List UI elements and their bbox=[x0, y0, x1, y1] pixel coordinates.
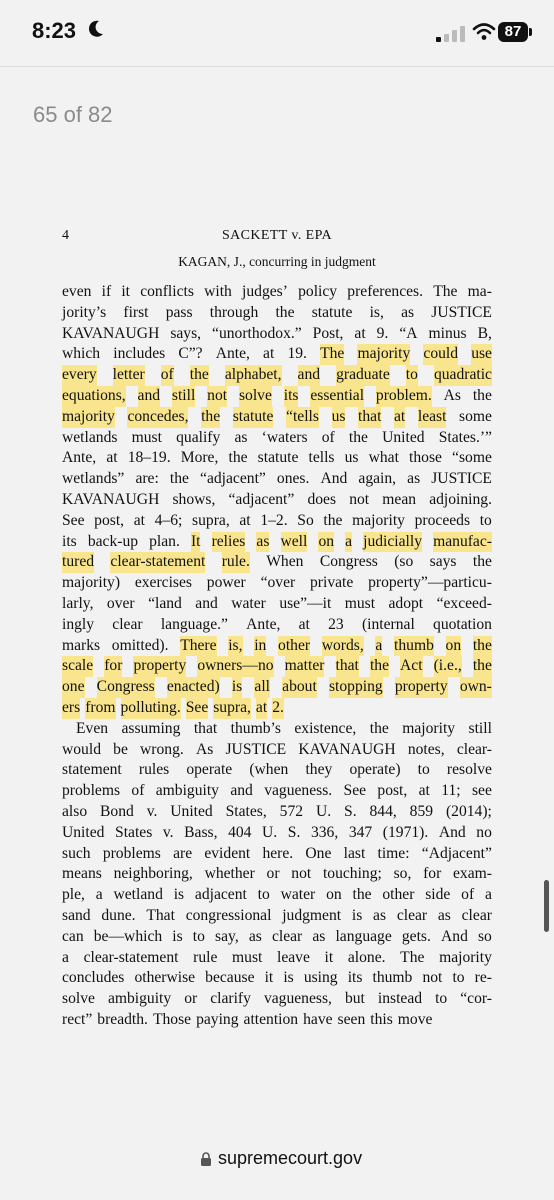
text-line: such problems are evident here. One last time: “Adjacent” bbox=[62, 844, 492, 862]
scrollbar-thumb[interactable] bbox=[544, 880, 549, 932]
url-text[interactable]: supremecourt.gov bbox=[218, 1148, 363, 1168]
moon-icon bbox=[88, 20, 104, 38]
status-time: 8:23 bbox=[32, 18, 77, 43]
text-line: a clear-statement rule must leave it alone. The majority bbox=[62, 948, 492, 966]
text-line: sand dune. That congressional judgment is as clear as clear bbox=[62, 906, 492, 924]
text-line: even if it conflicts with judges’ policy preferences. The ma- bbox=[62, 283, 492, 300]
text-line: KAVANAUGH says, “unorthodox.” Post, at 9. “A minus B, bbox=[62, 324, 492, 342]
text-line: ingly clear language.” Ante, at 23 (internal quotation bbox=[62, 615, 492, 633]
text-line: statement rules operate (when they operate) to resolve bbox=[62, 761, 492, 779]
text-line: solve ambiguity or clarify vagueness, but instead to “cor- bbox=[62, 990, 492, 1008]
text-line: scale for property owners—no matter that the Act (i.e., the bbox=[62, 656, 492, 677]
wifi-icon bbox=[472, 22, 496, 42]
toolbar-divider bbox=[0, 66, 554, 67]
text-line: ers from polluting. See supra, at 2. bbox=[62, 698, 492, 719]
text-line: one Congress enacted) is all about stopping property own- bbox=[62, 677, 492, 698]
text-line: larly, over “land and water use”—it must adopt “exceed- bbox=[62, 594, 492, 612]
text-line: marks omitted). There is, in other words, a thumb on the bbox=[62, 636, 492, 657]
document-page bbox=[62, 220, 492, 1031]
text-line: Ante, at 18–19. More, the statute tells us what those “some bbox=[62, 449, 492, 467]
page-header bbox=[62, 220, 492, 244]
text-line: means neighboring, whether or not touching; so, for exam- bbox=[62, 865, 492, 883]
text-line: concludes otherwise because it is using its thumb not to re- bbox=[62, 969, 492, 987]
page-number: 4 bbox=[62, 228, 69, 243]
text-line: wetlands must qualify as ‘waters of the United States.’” bbox=[62, 428, 492, 446]
text-line: every letter of the alphabet, and graduate to quadratic bbox=[62, 365, 492, 386]
text-line: United States v. Bass, 404 U. S. 336, 347 (1971). And no bbox=[62, 823, 492, 841]
battery-icon: 87 bbox=[498, 22, 528, 42]
text-line: wetlands” are: the “adjacent” ones. And again, as JUSTICE bbox=[62, 470, 492, 488]
running-title: SACKETT v. EPA bbox=[221, 228, 333, 243]
text-line: would be wrong. As JUSTICE KAVANAUGH notes, clear- bbox=[62, 740, 492, 758]
opinion-body bbox=[62, 282, 492, 1031]
text-line: tured clear-statement rule. When Congress (so says the bbox=[62, 552, 492, 573]
text-line: majority concedes, the statute “tells us that at least some bbox=[62, 407, 492, 428]
text-line: ple, a wetland is adjacent to water on the other side of a bbox=[62, 886, 492, 904]
text-line: KAVANAUGH shows, “adjacent” does not mean adjoining. bbox=[62, 490, 492, 508]
address-bar[interactable] bbox=[0, 1130, 554, 1200]
text-line: problems of ambiguity and vagueness. See post, at 11; see bbox=[62, 782, 492, 800]
text-line: also Bond v. United States, 572 U. S. 844, 859 (2014); bbox=[62, 802, 492, 820]
opinion-subtitle: KAGAN, J., concurring in judgment bbox=[178, 254, 376, 269]
text-line: rect” breadth. Those paying attention have seen this move bbox=[62, 1010, 433, 1028]
cellular-signal-icon bbox=[436, 26, 466, 42]
status-bar bbox=[0, 0, 554, 64]
text-line: its back-up plan. It relies as well on a judicially manufac- bbox=[62, 532, 492, 553]
page-indicator: 65 of 82 bbox=[33, 102, 113, 127]
text-line: majority) exercises power “over private property”—particu- bbox=[62, 574, 492, 592]
lock-icon bbox=[200, 1152, 212, 1166]
text-line: jority’s first pass through the statute is, as JUSTICE bbox=[62, 303, 492, 321]
text-line: Even assuming that thumb’s existence, the majority still bbox=[76, 719, 492, 737]
text-line: equations, and still not solve its essential problem. As the bbox=[62, 386, 492, 407]
text-line: which includes C”? Ante, at 19. The majority could use bbox=[62, 344, 492, 365]
text-line: See post, at 4–6; supra, at 1–2. So the majority proceeds to bbox=[62, 511, 492, 529]
text-line: can be—which is to say, as clear as language gets. And so bbox=[62, 927, 492, 945]
battery-tip bbox=[529, 28, 532, 36]
